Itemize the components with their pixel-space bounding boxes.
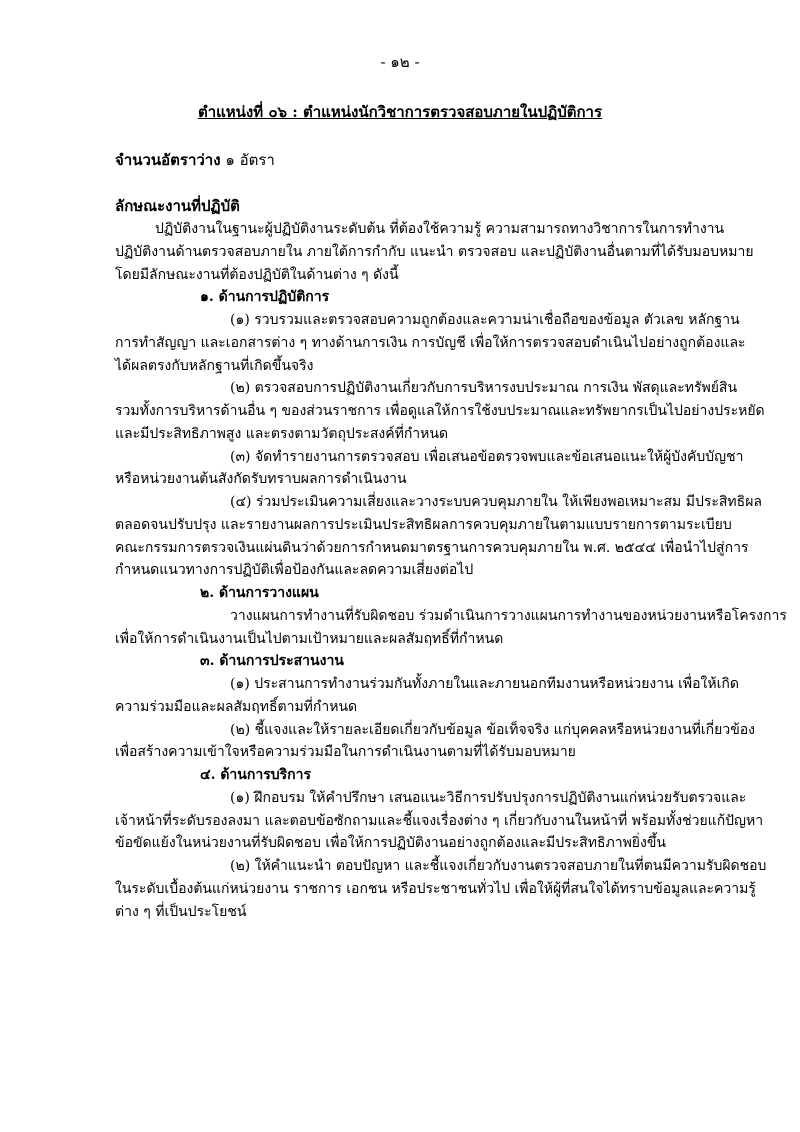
text-line: เจ้าหน้าที่ระดับรองลงมา และตอบข้อซักถามและชี้แจงเรื่องต่าง ๆ เกี่ยวกับงานในหน้าที่ พร้อมทั้งช่วยแก้ปัญหา — [115, 812, 764, 829]
text-line: (๑) รวบรวมและตรวจสอบความถูกต้องและความน่าเชื่อถือของข้อมูล ตัวเลข หลักฐาน — [230, 312, 740, 328]
position-title: ตำแหน่งที่ ๐๖ : ตำแหน่งนักวิชาการตรวจสอบภายในปฏิบัติการ — [197, 103, 603, 121]
text-line: (๔) ร่วมประเมินความเสี่ยงและวางระบบควบคุมภายใน ให้เพียงพอเหมาะสม มีประสิทธิผล — [230, 494, 762, 510]
text-line: ข้อขัดแย้งในหน่วยงานที่รับผิดชอบ เพื่อให้การปฏิบัติงานอย่างถูกต้องและมีประสิทธิภาพยิ่งขึ้น — [115, 835, 666, 852]
text-line: วางแผนการทำงานที่รับผิดชอบ ร่วมดำเนินการวางแผนการทำงานของหน่วยงานหรือโครงการ — [230, 607, 787, 624]
text-line: ปฏิบัติงานในฐานะผู้ปฏิบัติงานระดับต้น ที่ต้องใช้ความรู้ ความสามารถทางวิชาการในการทำงาน — [155, 221, 725, 237]
text-line: ต่าง ๆ ที่เป็นประโยชน์ — [115, 903, 247, 920]
text-line: ได้ผลตรงกับหลักฐานที่เกิดขึ้นจริง — [115, 357, 314, 374]
subsection-heading: ๓. ด้านการประสานงาน — [200, 653, 344, 670]
text-line: (๑) ประสานการทำงานร่วมกันทั้งภายในและภายนอกทีมงานหรือหน่วยงาน เพื่อให้เกิด — [230, 676, 739, 692]
section-heading: ลักษณะงานที่ปฏิบัติ — [115, 197, 240, 215]
text-line: หรือหน่วยงานต้นสังกัดรับทราบผลการดำเนินงาน — [115, 471, 407, 488]
vacancy-label: จำนวนอัตราว่าง — [115, 151, 221, 169]
text-line: (๒) ตรวจสอบการปฏิบัติงานเกี่ยวกับการบริหารงบประมาณ การเงิน พัสดุและทรัพย์สิน — [230, 380, 738, 397]
text-line: กำหนดแนวทางการปฏิบัติเพื่อป้องกันและลดความเสี่ยงต่อไป — [115, 562, 474, 579]
text-line: ในระดับเบื้องต้นแก่หน่วยงาน ราชการ เอกชน หรือประชาชนทั่วไป เพื่อให้ผู้ที่สนใจได้ทราบข้อมูลและความรู้ — [115, 880, 756, 897]
text-line: คณะกรรมการตรวจเงินแผ่นดินว่าด้วยการกำหนดมาตรฐานการควบคุมภายใน พ.ศ. ๒๕๔๔ เพื่อนำไปสู่การ — [115, 539, 749, 556]
text-line: (๒) ชี้แจงและให้รายละเอียดเกี่ยวกับข้อมูล ข้อเท็จจริง แก่บุคคลหรือหน่วยงานที่เกี่ยวข้อง — [230, 721, 756, 738]
subsection-heading: ๑. ด้านการปฏิบัติการ — [200, 289, 330, 306]
job-description-body — [115, 218, 787, 923]
vacancy-line — [115, 148, 275, 172]
text-line: เพื่อสร้างความเข้าใจหรือความร่วมมือในการดำเนินงานตามที่ได้รับมอบหมาย — [115, 744, 576, 761]
text-line: (๓) จัดทำรายงานการตรวจสอบ เพื่อเสนอข้อตรวจพบและข้อเสนอแนะให้ผู้บังคับบัญชา — [230, 448, 744, 465]
text-line: ความร่วมมือและผลสัมฤทธิ์ตามที่กำหนด — [115, 698, 358, 715]
subsection-heading: ๒. ด้านการวางแผน — [200, 585, 319, 601]
subsection-heading: ๔. ด้านการบริการ — [200, 767, 311, 783]
text-line: (๑) ฝึกอบรม ให้คำปรึกษา เสนอแนะวิธีการปรับปรุงการปฏิบัติงานแก่หน่วยรับตรวจและ — [230, 789, 747, 806]
text-line: และมีประสิทธิภาพสูง และตรงตามวัตถุประสงค์ที่กำหนด — [115, 425, 449, 442]
text-line: ปฏิบัติงานด้านตรวจสอบภายใน ภายใต้การกำกับ แนะนำ ตรวจสอบ และปฏิบัติงานอื่นตามที่ได้รับมอบหมาย — [115, 243, 754, 260]
page-number: - ๑๒ - — [380, 53, 420, 71]
text-line: (๒) ให้คำแนะนำ ตอบปัญหา และชี้แจงเกี่ยวกับงานตรวจสอบภายในที่ตนมีความรับผิดชอบ — [230, 858, 767, 874]
text-line: โดยมีลักษณะงานที่ต้องปฏิบัติในด้านต่าง ๆ ดังนี้ — [115, 266, 399, 283]
text-line: การทำสัญญา และเอกสารต่าง ๆ ทางด้านการเงิน การบัญชี เพื่อให้การตรวจสอบดำเนินไปอย่างถูกต้องและ — [115, 334, 746, 351]
text-line: เพื่อให้การดำเนินงานเป็นไปตามเป้าหมายและผลสัมฤทธิ์ที่กำหนด — [115, 630, 504, 647]
text-line: รวมทั้งการบริหารด้านอื่น ๆ ของส่วนราชการ เพื่อดูแลให้การใช้งบประมาณและทรัพยากรเป็นไปอย่างประหยัด — [115, 403, 765, 419]
vacancy-value: ๑ อัตรา — [225, 151, 275, 169]
text-line: ตลอดจนปรับปรุง และรายงานผลการประเมินประสิทธิผลการควบคุมภายในตามแบบรายการตามระเบียบ — [115, 516, 732, 533]
